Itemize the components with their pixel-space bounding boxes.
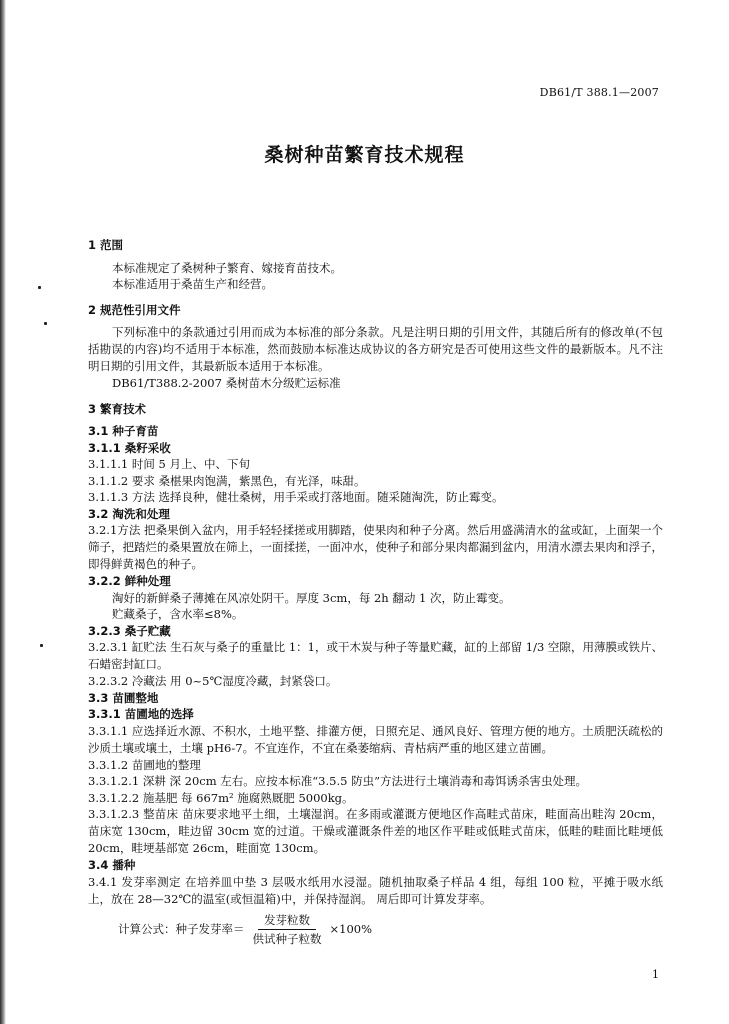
scan-speck [38, 286, 41, 289]
scan-speck [40, 644, 43, 647]
clause-3-2-2-text-1: 淘好的新鲜桑子薄摊在风凉处阴干。厚度 3cm，每 2h 翻动 1 次，防止霉变。 [112, 590, 511, 605]
section-2-para: 下列标准中的条款通过引用而成为本标准的部分条款。凡是注明日期的引用文件，其随后所有的修改单(不包括勘误的内容)均不适用于本标准，然而鼓励本标准达成协议的各方研究是否可使用这些文件的最新版本。凡不注明日期的引用文件，其最新版本适用于本标准。 [88, 325, 663, 373]
section-1-para-1: 本标准规定了桑树种子繁育、嫁接育苗技术。 [112, 260, 342, 275]
formula-numerator: 发芽粒数 [258, 912, 316, 930]
clause-3-2-2-text-2: 贮藏桑子，含水率≤8%。 [112, 607, 244, 621]
clause-3-3-1-2: 3.3.1.2 苗圃地的整理 [88, 757, 201, 772]
document-body [88, 228, 663, 947]
document-code: DB61/T 388.1—2007 [539, 86, 659, 99]
page-number: 1 [652, 968, 659, 981]
clause-3-3-1-1: 3.3.1.1 应选择近水源、不积水，土地平整、排灌方便，日照充足、通风良好、管理方便的地方。土质肥沃疏松的沙质土壤或壤土，土壤 pH6-7。不宜连作，不宜在桑萎缩病、青枯病严重的地区建立苗圃。 [88, 723, 663, 755]
section-3-heading: 3 繁育技术 [88, 401, 147, 416]
clause-3-4-1: 3.4.1 发芽率测定 在培养皿中垫 3 层吸水纸用水浸湿。随机抽取桑子样品 4 组，每组 100 粒，平摊于吸水纸上，放在 28—32℃的温室(或恒温箱)中，并保持湿润。 周后即可计算发芽率。 [88, 874, 663, 906]
heading-3-2-3: 3.2.3 桑子贮藏 [88, 623, 171, 638]
formula-fraction [247, 912, 328, 947]
clause-3-2-1: 3.2.1方法 把桑果倒入盆内，用手轻轻揉搓或用脚踏，使果肉和种子分离。然后用盛满清水的盆或缸，上面架一个筛子，把踏烂的桑果置放在筛上，一面揉搓，一面冲水，使种子和部分果肉都漏到盆内，用清水漂去果肉和浮子，即得鲜黄褐色的种子。 [88, 523, 663, 571]
clause-3-2-3-2: 3.2.3.2 冷藏法 用 0~5℃湿度冷藏，封紧袋口。 [88, 674, 338, 688]
section-2-heading: 2 规范性引用文件 [88, 302, 181, 317]
formula-denominator: 供试种子粒数 [252, 931, 322, 946]
clause-3-3-1-2-3: 3.3.1.2.3 整苗床 苗床要求地平土细，土壤湿润。在多雨或灌溉方便地区作高畦式苗床，畦面高出畦沟 20cm，苗床宽 130cm，畦边留 30cm 宽的过道。干燥或灌溉条件差的地区作平畦或低畦式苗床，低畦的畦面比畦埂低 20cm，畦埂基部宽 26cm，畦面宽 130cm。 [88, 807, 663, 855]
heading-3-3-1: 3.3.1 苗圃地的选择 [88, 707, 194, 721]
heading-3-2: 3.2 淘洗和处理 [88, 506, 170, 521]
clause-3-3-1-2-1: 3.3.1.2.1 深耕 深 20cm 左右。应按本标准“3.5.5 防虫”方法进行土壤消毒和毒饵诱杀害虫处理。 [88, 774, 587, 788]
heading-3-2-2: 3.2.2 鲜种处理 [88, 574, 171, 588]
heading-3-1-1: 3.1.1 桑籽采收 [88, 440, 171, 455]
scan-speck [44, 322, 47, 325]
formula-suffix: ×100% [329, 922, 373, 936]
document-title: 桑树种苗繁育技术规程 [264, 144, 465, 166]
formula-label: 计算公式：种子发芽率＝ [118, 922, 245, 936]
clause-3-1-1-2: 3.1.1.2 要求 桑椹果肉饱满，紫黑色，有光泽，味甜。 [88, 473, 366, 488]
heading-3-1: 3.1 种子育苗 [88, 424, 159, 438]
clause-3-3-1-2-2: 3.3.1.2.2 施基肥 每 667m² 施腐熟厩肥 5000kg。 [88, 790, 354, 805]
section-1-para-2: 本标准适用于桑苗生产和经营。 [112, 277, 273, 291]
clause-3-1-1-1: 3.1.1.1 时间 5 月上、中、下旬 [88, 457, 251, 471]
heading-3-3: 3.3 苗圃整地 [88, 690, 159, 705]
normative-reference: DB61/T388.2-2007 桑树苗木分级贮运标准 [112, 376, 341, 390]
section-1-heading: 1 范围 [88, 238, 124, 252]
germination-formula [88, 912, 663, 947]
clause-3-2-3-1: 3.2.3.1 缸贮法 生石灰与桑子的重量比 1：1，或干木炭与种子等量贮藏，缸的上部留 1/3 空隙，用薄膜或铁片、石蜡密封缸口。 [88, 640, 663, 671]
clause-3-1-1-3: 3.1.1.3 方法 选择良种，健壮桑树，用手采或打落地面。随采随淘洗，防止霉变。 [88, 490, 504, 504]
heading-3-4: 3.4 播种 [88, 858, 136, 872]
